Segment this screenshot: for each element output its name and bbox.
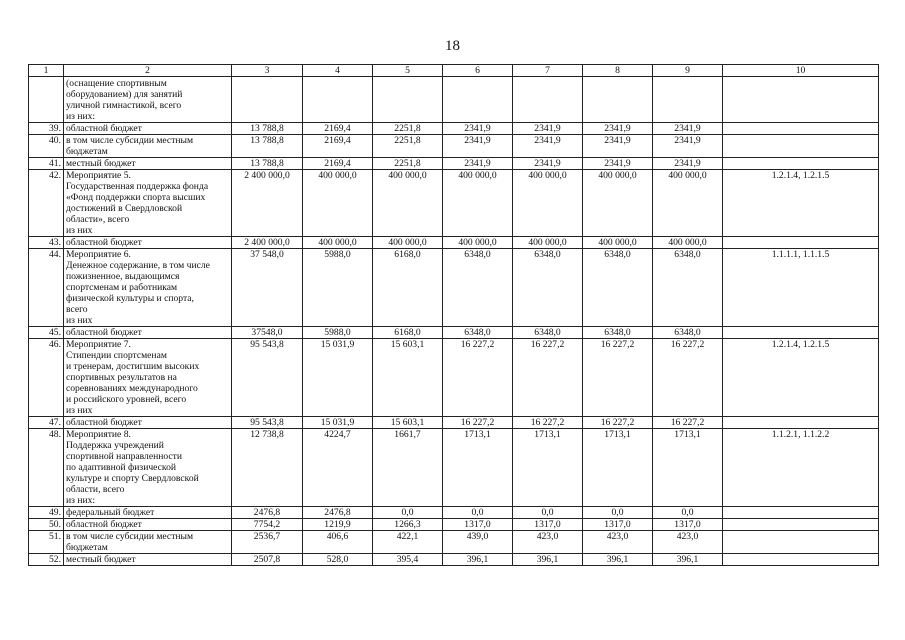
table-row (29, 417, 879, 429)
column-header: 4 (303, 65, 373, 77)
amount-cell: 2341,9 (513, 135, 583, 158)
amount-cell: 423,0 (583, 531, 653, 554)
amount-cell: 1713,1 (653, 429, 723, 507)
amount-cell: 13 788,8 (232, 158, 303, 170)
amount-cell: 1317,0 (513, 519, 583, 531)
amount-cell: 1713,1 (583, 429, 653, 507)
amount-cell: 7754,2 (232, 519, 303, 531)
amount-cell: 2251,8 (373, 123, 443, 135)
row-number (29, 77, 64, 123)
amount-cell: 6348,0 (513, 249, 583, 327)
target-reference (723, 417, 879, 429)
table-row (29, 123, 879, 135)
amount-cell: 6168,0 (373, 249, 443, 327)
row-number: 46. (29, 339, 64, 417)
amount-cell: 2 400 000,0 (232, 170, 303, 237)
row-description: областной бюджет (64, 327, 232, 339)
amount-cell: 6168,0 (373, 327, 443, 339)
column-header: 1 (29, 65, 64, 77)
amount-cell: 2536,7 (232, 531, 303, 554)
amount-cell: 400 000,0 (373, 170, 443, 237)
row-number: 50. (29, 519, 64, 531)
amount-cell: 395,4 (373, 554, 443, 566)
table-row (29, 327, 879, 339)
amount-cell: 1317,0 (443, 519, 513, 531)
row-description: Мероприятие 5. Государственная поддержка фонда «Фонд поддержки спорта высших достижений в Свердловской области», всего из них (64, 170, 232, 237)
amount-cell: 1661,7 (373, 429, 443, 507)
amount-cell: 400 000,0 (653, 237, 723, 249)
amount-cell (443, 77, 513, 123)
column-header: 5 (373, 65, 443, 77)
amount-cell: 400 000,0 (583, 170, 653, 237)
row-number: 42. (29, 170, 64, 237)
amount-cell: 16 227,2 (653, 417, 723, 429)
row-description: (оснащение спортивным оборудованием) для занятий уличной гимнастикой, всего из них: (64, 77, 232, 123)
row-description: областной бюджет (64, 123, 232, 135)
amount-cell: 1713,1 (443, 429, 513, 507)
amount-cell: 6348,0 (653, 327, 723, 339)
amount-cell: 2476,8 (232, 507, 303, 519)
target-reference: 1.2.1.4, 1.2.1.5 (723, 170, 879, 237)
table-row (29, 77, 879, 123)
column-header: 10 (723, 65, 879, 77)
table-row (29, 507, 879, 519)
table-row (29, 135, 879, 158)
row-number: 52. (29, 554, 64, 566)
amount-cell: 0,0 (583, 507, 653, 519)
column-header: 2 (64, 65, 232, 77)
amount-cell (232, 77, 303, 123)
amount-cell: 2341,9 (443, 158, 513, 170)
table-row (29, 519, 879, 531)
table-row (29, 158, 879, 170)
amount-cell: 0,0 (513, 507, 583, 519)
column-header: 8 (583, 65, 653, 77)
page-number: 18 (445, 38, 460, 54)
amount-cell: 2341,9 (443, 135, 513, 158)
amount-cell: 406,6 (303, 531, 373, 554)
table-body (29, 77, 879, 566)
amount-cell: 396,1 (583, 554, 653, 566)
table-row (29, 237, 879, 249)
amount-cell: 400 000,0 (653, 170, 723, 237)
amount-cell: 423,0 (513, 531, 583, 554)
column-header: 9 (653, 65, 723, 77)
row-number: 44. (29, 249, 64, 327)
amount-cell: 16 227,2 (443, 339, 513, 417)
amount-cell: 400 000,0 (513, 237, 583, 249)
table-row (29, 554, 879, 566)
amount-cell: 2341,9 (583, 158, 653, 170)
amount-cell: 6348,0 (443, 249, 513, 327)
amount-cell: 6348,0 (513, 327, 583, 339)
amount-cell: 5988,0 (303, 327, 373, 339)
amount-cell: 1713,1 (513, 429, 583, 507)
row-description: местный бюджет (64, 158, 232, 170)
amount-cell: 400 000,0 (443, 170, 513, 237)
amount-cell: 400 000,0 (583, 237, 653, 249)
amount-cell: 37 548,0 (232, 249, 303, 327)
amount-cell: 5988,0 (303, 249, 373, 327)
amount-cell: 12 738,8 (232, 429, 303, 507)
amount-cell: 15 031,9 (303, 417, 373, 429)
amount-cell: 16 227,2 (513, 339, 583, 417)
amount-cell: 2341,9 (513, 158, 583, 170)
header-row (29, 65, 879, 77)
target-reference: 1.1.2.1, 1.1.2.2 (723, 429, 879, 507)
amount-cell: 2169,4 (303, 123, 373, 135)
amount-cell: 2 400 000,0 (232, 237, 303, 249)
amount-cell: 2251,8 (373, 135, 443, 158)
row-number: 45. (29, 327, 64, 339)
amount-cell: 16 227,2 (443, 417, 513, 429)
amount-cell: 1317,0 (653, 519, 723, 531)
target-reference (723, 237, 879, 249)
amount-cell: 15 031,9 (303, 339, 373, 417)
amount-cell: 2341,9 (583, 135, 653, 158)
amount-cell: 16 227,2 (583, 417, 653, 429)
amount-cell: 0,0 (373, 507, 443, 519)
table-row (29, 339, 879, 417)
row-description: областной бюджет (64, 237, 232, 249)
amount-cell (583, 77, 653, 123)
amount-cell: 2341,9 (653, 158, 723, 170)
amount-cell: 16 227,2 (653, 339, 723, 417)
table-row (29, 531, 879, 554)
amount-cell: 6348,0 (653, 249, 723, 327)
amount-cell: 95 543,8 (232, 417, 303, 429)
row-description: федеральный бюджет (64, 507, 232, 519)
amount-cell: 16 227,2 (513, 417, 583, 429)
amount-cell: 1317,0 (583, 519, 653, 531)
column-header: 3 (232, 65, 303, 77)
row-description: Мероприятие 8. Поддержка учреждений спортивной направленности по адаптивной физической культуре и спорту Свердловской области, всего из них: (64, 429, 232, 507)
amount-cell: 400 000,0 (303, 237, 373, 249)
row-description: Мероприятие 7. Стипендии спортсменам и тренерам, достигшим высоких спортивных результатов на соревнованиях международного и российского уровней, всего из них (64, 339, 232, 417)
amount-cell: 2169,4 (303, 135, 373, 158)
target-reference (723, 158, 879, 170)
amount-cell: 0,0 (443, 507, 513, 519)
row-description: Мероприятие 6. Денежное содержание, в том числе пожизненное, выдающимся спортсменам и работникам физической культуры и спорта, всего из них (64, 249, 232, 327)
amount-cell: 423,0 (653, 531, 723, 554)
row-number: 48. (29, 429, 64, 507)
target-reference: 1.1.1.1, 1.1.1.5 (723, 249, 879, 327)
amount-cell: 1219,9 (303, 519, 373, 531)
target-reference (723, 531, 879, 554)
row-description: областной бюджет (64, 417, 232, 429)
row-number: 51. (29, 531, 64, 554)
table-row (29, 170, 879, 237)
row-description: местный бюджет (64, 554, 232, 566)
amount-cell: 2476,8 (303, 507, 373, 519)
amount-cell: 2341,9 (443, 123, 513, 135)
amount-cell: 15 603,1 (373, 417, 443, 429)
amount-cell: 2507,8 (232, 554, 303, 566)
row-description: областной бюджет (64, 519, 232, 531)
amount-cell: 400 000,0 (373, 237, 443, 249)
table-row (29, 429, 879, 507)
amount-cell: 396,1 (653, 554, 723, 566)
amount-cell: 95 543,8 (232, 339, 303, 417)
amount-cell: 15 603,1 (373, 339, 443, 417)
amount-cell: 6348,0 (583, 327, 653, 339)
target-reference (723, 123, 879, 135)
row-description: в том числе субсидии местным бюджетам (64, 531, 232, 554)
amount-cell (303, 77, 373, 123)
target-reference (723, 327, 879, 339)
row-number: 49. (29, 507, 64, 519)
amount-cell: 2341,9 (583, 123, 653, 135)
row-number: 47. (29, 417, 64, 429)
amount-cell: 13 788,8 (232, 123, 303, 135)
amount-cell: 400 000,0 (303, 170, 373, 237)
amount-cell: 439,0 (443, 531, 513, 554)
amount-cell (373, 77, 443, 123)
target-reference (723, 554, 879, 566)
table-row (29, 249, 879, 327)
row-number: 41. (29, 158, 64, 170)
column-header: 7 (513, 65, 583, 77)
target-reference (723, 519, 879, 531)
amount-cell: 396,1 (513, 554, 583, 566)
target-reference: 1.2.1.4, 1.2.1.5 (723, 339, 879, 417)
amount-cell: 6348,0 (443, 327, 513, 339)
amount-cell (653, 77, 723, 123)
amount-cell: 396,1 (443, 554, 513, 566)
row-number: 43. (29, 237, 64, 249)
amount-cell: 2341,9 (653, 123, 723, 135)
amount-cell: 16 227,2 (583, 339, 653, 417)
target-reference (723, 507, 879, 519)
amount-cell: 422,1 (373, 531, 443, 554)
amount-cell: 1266,3 (373, 519, 443, 531)
amount-cell: 2169,4 (303, 158, 373, 170)
amount-cell: 4224,7 (303, 429, 373, 507)
amount-cell: 400 000,0 (443, 237, 513, 249)
row-number: 40. (29, 135, 64, 158)
amount-cell (513, 77, 583, 123)
amount-cell: 2251,8 (373, 158, 443, 170)
row-description: в том числе субсидии местным бюджетам (64, 135, 232, 158)
amount-cell: 528,0 (303, 554, 373, 566)
row-number: 39. (29, 123, 64, 135)
amount-cell: 2341,9 (653, 135, 723, 158)
amount-cell: 2341,9 (513, 123, 583, 135)
budget-table (28, 64, 879, 566)
amount-cell: 0,0 (653, 507, 723, 519)
target-reference (723, 135, 879, 158)
amount-cell: 6348,0 (583, 249, 653, 327)
amount-cell: 13 788,8 (232, 135, 303, 158)
amount-cell: 37548,0 (232, 327, 303, 339)
target-reference (723, 77, 879, 123)
amount-cell: 400 000,0 (513, 170, 583, 237)
column-header: 6 (443, 65, 513, 77)
